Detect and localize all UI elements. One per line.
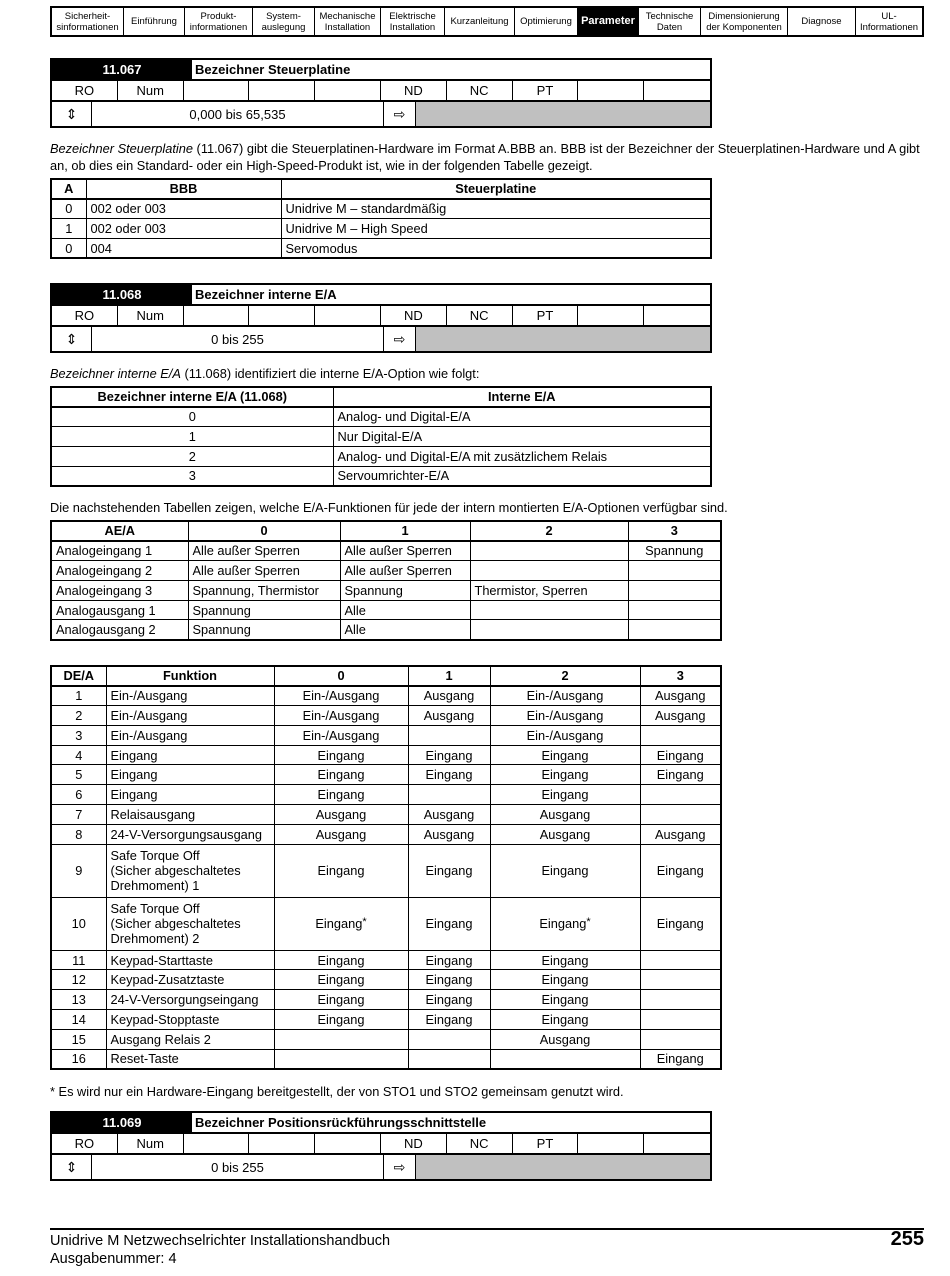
nav-tab-produktinformationen[interactable]: Produkt- informationen <box>185 8 253 35</box>
table-cell: Analogeingang 2 <box>51 561 188 581</box>
table-cell: Eingang <box>640 745 721 765</box>
table-cell: 11 <box>51 950 106 970</box>
table-cell: Eingang <box>490 785 640 805</box>
table-cell: Alle außer Sperren <box>188 541 340 561</box>
attr-empty <box>315 81 381 100</box>
paragraph-11067 <box>50 140 922 174</box>
table-cell: Safe Torque Off (Sicher abgeschaltetes Drehmoment) 2 <box>106 897 274 950</box>
attr-pt: PT <box>513 306 579 325</box>
table-row <box>51 600 721 620</box>
attr-empty <box>184 81 250 100</box>
table-cell <box>408 1029 490 1049</box>
table-digital-ea <box>50 665 722 1070</box>
table-cell: Eingang* <box>490 897 640 950</box>
header-cell: Bezeichner interne E/A (11.068) <box>51 387 333 407</box>
attr-empty <box>184 1134 250 1153</box>
table-cell <box>470 620 628 640</box>
table-cell: Analog- und Digital-E/A mit zusätzlichem Relais <box>333 446 711 466</box>
table-cell: Alle außer Sperren <box>340 541 470 561</box>
table-cell <box>640 785 721 805</box>
nav-tab-sicherheitsinformationen[interactable]: Sicherheit- sinformationen <box>52 8 124 35</box>
table-cell: Eingang <box>274 844 408 897</box>
table-row <box>51 805 721 825</box>
table-cell: Eingang <box>274 745 408 765</box>
nav-tab-kurzanleitung[interactable]: Kurzanleitung <box>445 8 515 35</box>
table-cell: 004 <box>86 238 281 258</box>
table-cell: Safe Torque Off (Sicher abgeschaltetes Drehmoment) 1 <box>106 844 274 897</box>
default-arrow-icon: ⇨ <box>384 327 416 351</box>
param-number: 11.069 <box>52 1113 192 1132</box>
chapter-nav <box>50 6 924 37</box>
nav-tab-optimierung[interactable]: Optimierung <box>515 8 578 35</box>
table-row <box>51 745 721 765</box>
nav-tab-ul-informationen[interactable]: UL- Informationen <box>859 10 919 33</box>
attr-pt: PT <box>513 81 579 100</box>
table-cell: Spannung <box>628 541 721 561</box>
table-cell: 4 <box>51 745 106 765</box>
table-cell: Nur Digital-E/A <box>333 427 711 447</box>
table-row <box>51 199 711 219</box>
table-cell: 3 <box>51 466 333 486</box>
param-range: 0 bis 255 <box>92 1155 384 1179</box>
table-cell <box>640 950 721 970</box>
attr-num: Num <box>118 81 184 100</box>
table-cell: Ausgang <box>274 824 408 844</box>
table-cell: Ein-/Ausgang <box>274 725 408 745</box>
table-cell: Ausgang <box>490 824 640 844</box>
table-row <box>51 950 721 970</box>
table-cell: Eingang <box>408 745 490 765</box>
table-row <box>51 1049 721 1069</box>
table-cell: Spannung <box>188 620 340 640</box>
param-title: Bezeichner Steuerplatine <box>195 62 351 77</box>
table-cell <box>490 1049 640 1069</box>
attr-empty <box>578 1134 644 1153</box>
range-icon: ⇕ <box>52 102 92 126</box>
table-cell: Spannung <box>188 600 340 620</box>
table-header-row <box>51 387 711 407</box>
table-cell: Eingang <box>106 745 274 765</box>
nav-tab-mechanische-installation[interactable]: Mechanische Installation <box>315 8 381 35</box>
table-cell: Ein-/Ausgang <box>274 706 408 726</box>
table-cell: Ausgang Relais 2 <box>106 1029 274 1049</box>
table-cell <box>640 1029 721 1049</box>
table-cell <box>640 990 721 1010</box>
table-row <box>51 824 721 844</box>
paragraph-text: (11.068) identifiziert die interne E/A-Option wie folgt: <box>180 366 480 381</box>
table-row <box>51 970 721 990</box>
table-cell: 0 <box>51 407 333 427</box>
table-cell: 3 <box>51 725 106 745</box>
header-cell: 3 <box>628 521 721 541</box>
table-row <box>51 580 721 600</box>
param-attributes <box>52 306 710 327</box>
table-cell: Eingang <box>106 785 274 805</box>
table-cell: Eingang <box>106 765 274 785</box>
table-cell <box>628 580 721 600</box>
header-cell: Funktion <box>106 666 274 686</box>
table-row <box>51 844 721 897</box>
nav-tab-parameter[interactable]: Parameter <box>578 8 639 35</box>
table-cell: 0 <box>51 238 86 258</box>
header-cell: 2 <box>470 521 628 541</box>
param-title: Bezeichner interne E/A <box>195 287 337 302</box>
table-cell: Eingang <box>490 950 640 970</box>
attr-nc: NC <box>447 1134 513 1153</box>
table-cell: Analogeingang 3 <box>51 580 188 600</box>
table-cell: 14 <box>51 1010 106 1030</box>
table-row <box>51 620 721 640</box>
header-cell: BBB <box>86 179 281 199</box>
table-cell: 0 <box>51 199 86 219</box>
range-icon: ⇕ <box>52 1155 92 1179</box>
table-cell: Unidrive M – High Speed <box>281 219 711 239</box>
table-cell: Ein-/Ausgang <box>106 686 274 706</box>
table-cell: Eingang <box>408 1010 490 1030</box>
table-cell: Eingang <box>490 1010 640 1030</box>
table-cell: Eingang <box>490 765 640 785</box>
default-value-cell <box>416 1155 710 1179</box>
table-cell: Ausgang <box>408 706 490 726</box>
table-cell: Alle außer Sperren <box>340 561 470 581</box>
header-cell: 0 <box>188 521 340 541</box>
param-11067-header <box>50 58 712 128</box>
table-cell: Ausgang <box>274 805 408 825</box>
param-range: 0 bis 255 <box>92 327 384 351</box>
attr-num: Num <box>118 1134 184 1153</box>
table-cell: 15 <box>51 1029 106 1049</box>
param-number: 11.067 <box>52 60 192 79</box>
table-row <box>51 407 711 427</box>
table-cell <box>640 725 721 745</box>
attr-empty <box>315 306 381 325</box>
attr-empty <box>644 1134 710 1153</box>
table-row <box>51 706 721 726</box>
table-row <box>51 427 711 447</box>
table-cell: Eingang <box>408 990 490 1010</box>
default-value-cell <box>416 327 710 351</box>
table-cell: Eingang* <box>274 897 408 950</box>
param-number: 11.068 <box>52 285 192 304</box>
table-cell: Ein-/Ausgang <box>106 706 274 726</box>
header-cell: Interne E/A <box>333 387 711 407</box>
page-number: 255 <box>890 1228 924 1250</box>
table-cell <box>470 541 628 561</box>
header-cell: 1 <box>408 666 490 686</box>
param-title: Bezeichner Positionsrückführungsschnittstelle <box>195 1115 487 1130</box>
param-attributes <box>52 1134 710 1155</box>
table-row <box>51 446 711 466</box>
table-cell <box>628 561 721 581</box>
table-cell <box>408 725 490 745</box>
table-row <box>51 785 721 805</box>
table-cell <box>274 1029 408 1049</box>
table-row <box>51 1029 721 1049</box>
nav-tab-elektrische-installation[interactable]: Elektrische Installation <box>381 8 445 35</box>
table-cell: Eingang <box>408 950 490 970</box>
table-cell <box>470 600 628 620</box>
table-cell: Ausgang <box>640 824 721 844</box>
table-cell: Spannung <box>340 580 470 600</box>
table-cell <box>274 1049 408 1069</box>
paragraph-intro-tables: Die nachstehenden Tabellen zeigen, welche E/A-Funktionen für jede der intern montierten E/A-Optionen verfügbar sind. <box>50 500 728 515</box>
header-cell: Steuerplatine <box>281 179 711 199</box>
table-cell: Analogeingang 1 <box>51 541 188 561</box>
table-cell: Eingang <box>408 765 490 785</box>
table-cell: Ein-/Ausgang <box>106 725 274 745</box>
table-row <box>51 219 711 239</box>
table-cell: Eingang <box>640 844 721 897</box>
table-cell: Eingang <box>274 970 408 990</box>
footer-manual-title <box>50 1232 390 1268</box>
table-cell: Alle <box>340 620 470 640</box>
table-cell: Analog- und Digital-E/A <box>333 407 711 427</box>
table-cell: 5 <box>51 765 106 785</box>
table-row <box>51 561 721 581</box>
header-cell: A <box>51 179 86 199</box>
param-attributes <box>52 81 710 102</box>
paragraph-text: (11.067) gibt die Steuerplatinen-Hardware im Format A.BBB an. BBB ist der Bezeichner der Steuerplatinen-Hardware und A gibt an, ob dies ein Standard- oder ein High-Speed-Produkt ist, wie in der folgenden Tabelle gezeigt. <box>50 141 920 173</box>
table-interne-ea <box>50 386 712 487</box>
table-cell: 8 <box>51 824 106 844</box>
table-cell: Alle außer Sperren <box>188 561 340 581</box>
param-11068-header <box>50 283 712 353</box>
table-cell: Ausgang <box>490 1029 640 1049</box>
table-cell: Eingang <box>490 970 640 990</box>
table-cell <box>408 785 490 805</box>
table-cell: Eingang <box>640 1049 721 1069</box>
header-cell: 3 <box>640 666 721 686</box>
table-cell: Ein-/Ausgang <box>490 706 640 726</box>
table-cell: 002 oder 003 <box>86 219 281 239</box>
footer-line-1: Unidrive M Netzwechselrichter Installationshandbuch <box>50 1233 391 1249</box>
table-cell: 12 <box>51 970 106 990</box>
table-cell: 16 <box>51 1049 106 1069</box>
table-cell: 1 <box>51 219 86 239</box>
table-cell: 24-V-Versorgungseingang <box>106 990 274 1010</box>
default-arrow-icon: ⇨ <box>384 102 416 126</box>
table-cell: Eingang <box>408 844 490 897</box>
attr-nd: ND <box>381 81 447 100</box>
attr-empty <box>644 306 710 325</box>
attr-ro: RO <box>52 81 118 100</box>
table-row <box>51 897 721 950</box>
table-cell: 6 <box>51 785 106 805</box>
table-cell: Ausgang <box>408 686 490 706</box>
table-cell: Analogausgang 2 <box>51 620 188 640</box>
table-cell: Eingang <box>490 745 640 765</box>
table-cell: Ausgang <box>490 805 640 825</box>
table-row <box>51 725 721 745</box>
nav-tab-dimensionierung[interactable]: Dimensionierung der Komponenten <box>701 8 788 35</box>
table-cell: Eingang <box>274 990 408 1010</box>
attr-empty <box>249 306 315 325</box>
table-cell: Ein-/Ausgang <box>490 686 640 706</box>
table-cell: 24-V-Versorgungsausgang <box>106 824 274 844</box>
param-11069-header <box>50 1111 712 1181</box>
nav-tab-technische-daten[interactable]: Technische Daten <box>639 8 701 35</box>
table-cell: 13 <box>51 990 106 1010</box>
attr-empty <box>578 81 644 100</box>
table-cell: Reset-Taste <box>106 1049 274 1069</box>
table-cell: Keypad-Zusatztaste <box>106 970 274 990</box>
nav-tab-diagnose[interactable]: Diagnose <box>788 8 856 35</box>
range-icon: ⇕ <box>52 327 92 351</box>
table-cell: 1 <box>51 427 333 447</box>
table-cell: 1 <box>51 686 106 706</box>
default-value-cell <box>416 102 710 126</box>
table-cell: Eingang <box>640 765 721 785</box>
attr-nd: ND <box>381 1134 447 1153</box>
table-cell: 9 <box>51 844 106 897</box>
table-cell: Eingang <box>490 844 640 897</box>
table-cell: Eingang <box>408 897 490 950</box>
header-cell: 1 <box>340 521 470 541</box>
table-cell: 2 <box>51 706 106 726</box>
table-cell: Servomodus <box>281 238 711 258</box>
table-cell: Ein-/Ausgang <box>274 686 408 706</box>
footnote: * Es wird nur ein Hardware-Eingang bereitgestellt, der von STO1 und STO2 gemeinsam genutzt wird. <box>50 1084 624 1099</box>
header-cell: DE/A <box>51 666 106 686</box>
header-cell: AE/A <box>51 521 188 541</box>
attr-empty <box>578 306 644 325</box>
table-cell <box>628 620 721 640</box>
table-cell: Servoumrichter-E/A <box>333 466 711 486</box>
table-analog-ea <box>50 520 722 641</box>
table-cell: Ausgang <box>408 805 490 825</box>
table-cell: Ein-/Ausgang <box>490 725 640 745</box>
header-cell: 0 <box>274 666 408 686</box>
table-cell: Relaisausgang <box>106 805 274 825</box>
attr-ro: RO <box>52 306 118 325</box>
nav-tab-einfuehrung[interactable]: Einführung <box>124 8 185 35</box>
attr-empty <box>315 1134 381 1153</box>
table-cell: Eingang <box>274 950 408 970</box>
table-cell: Thermistor, Sperren <box>470 580 628 600</box>
table-row <box>51 1010 721 1030</box>
paragraph-emphasis: Bezeichner interne E/A <box>50 366 181 381</box>
attr-empty <box>644 81 710 100</box>
table-cell: Keypad-Stopptaste <box>106 1010 274 1030</box>
param-range: 0,000 bis 65,535 <box>92 102 384 126</box>
table-cell: Eingang <box>408 970 490 990</box>
attr-empty <box>184 306 250 325</box>
table-header-row <box>51 179 711 199</box>
attr-num: Num <box>118 306 184 325</box>
table-cell: Spannung, Thermistor <box>188 580 340 600</box>
table-row <box>51 238 711 258</box>
table-cell <box>628 600 721 620</box>
nav-tab-systemauslegung[interactable]: System- auslegung <box>253 8 315 35</box>
table-cell: Eingang <box>274 765 408 785</box>
table-cell: Ausgang <box>408 824 490 844</box>
paragraph-11068 <box>50 365 922 382</box>
table-cell: Unidrive M – standardmäßig <box>281 199 711 219</box>
table-steuerplatine <box>50 178 712 259</box>
table-cell: 7 <box>51 805 106 825</box>
table-cell: Eingang <box>490 990 640 1010</box>
paragraph-emphasis: Bezeichner Steuerplatine <box>50 141 193 156</box>
footer-line-2: Ausgabenummer: 4 <box>50 1251 177 1267</box>
header-cell: 2 <box>490 666 640 686</box>
table-cell: Eingang <box>274 785 408 805</box>
table-cell <box>640 1010 721 1030</box>
table-cell: Keypad-Starttaste <box>106 950 274 970</box>
table-cell: Analogausgang 1 <box>51 600 188 620</box>
attr-pt: PT <box>513 1134 579 1153</box>
table-cell: 2 <box>51 446 333 466</box>
table-cell <box>640 805 721 825</box>
table-cell: Ausgang <box>640 686 721 706</box>
attr-ro: RO <box>52 1134 118 1153</box>
table-cell: Eingang <box>640 897 721 950</box>
table-row <box>51 541 721 561</box>
table-cell: 10 <box>51 897 106 950</box>
table-header-row <box>51 521 721 541</box>
table-row <box>51 466 711 486</box>
table-cell: Eingang <box>274 1010 408 1030</box>
table-row <box>51 686 721 706</box>
table-cell <box>408 1049 490 1069</box>
attr-nd: ND <box>381 306 447 325</box>
table-cell: Alle <box>340 600 470 620</box>
default-arrow-icon: ⇨ <box>384 1155 416 1179</box>
table-cell: 002 oder 003 <box>86 199 281 219</box>
attr-empty <box>249 1134 315 1153</box>
attr-empty <box>249 81 315 100</box>
table-header-row <box>51 666 721 686</box>
table-row <box>51 990 721 1010</box>
table-cell <box>470 561 628 581</box>
table-cell <box>640 970 721 990</box>
footer-divider <box>50 1228 924 1230</box>
table-row <box>51 765 721 785</box>
attr-nc: NC <box>447 81 513 100</box>
table-cell: Ausgang <box>640 706 721 726</box>
attr-nc: NC <box>447 306 513 325</box>
